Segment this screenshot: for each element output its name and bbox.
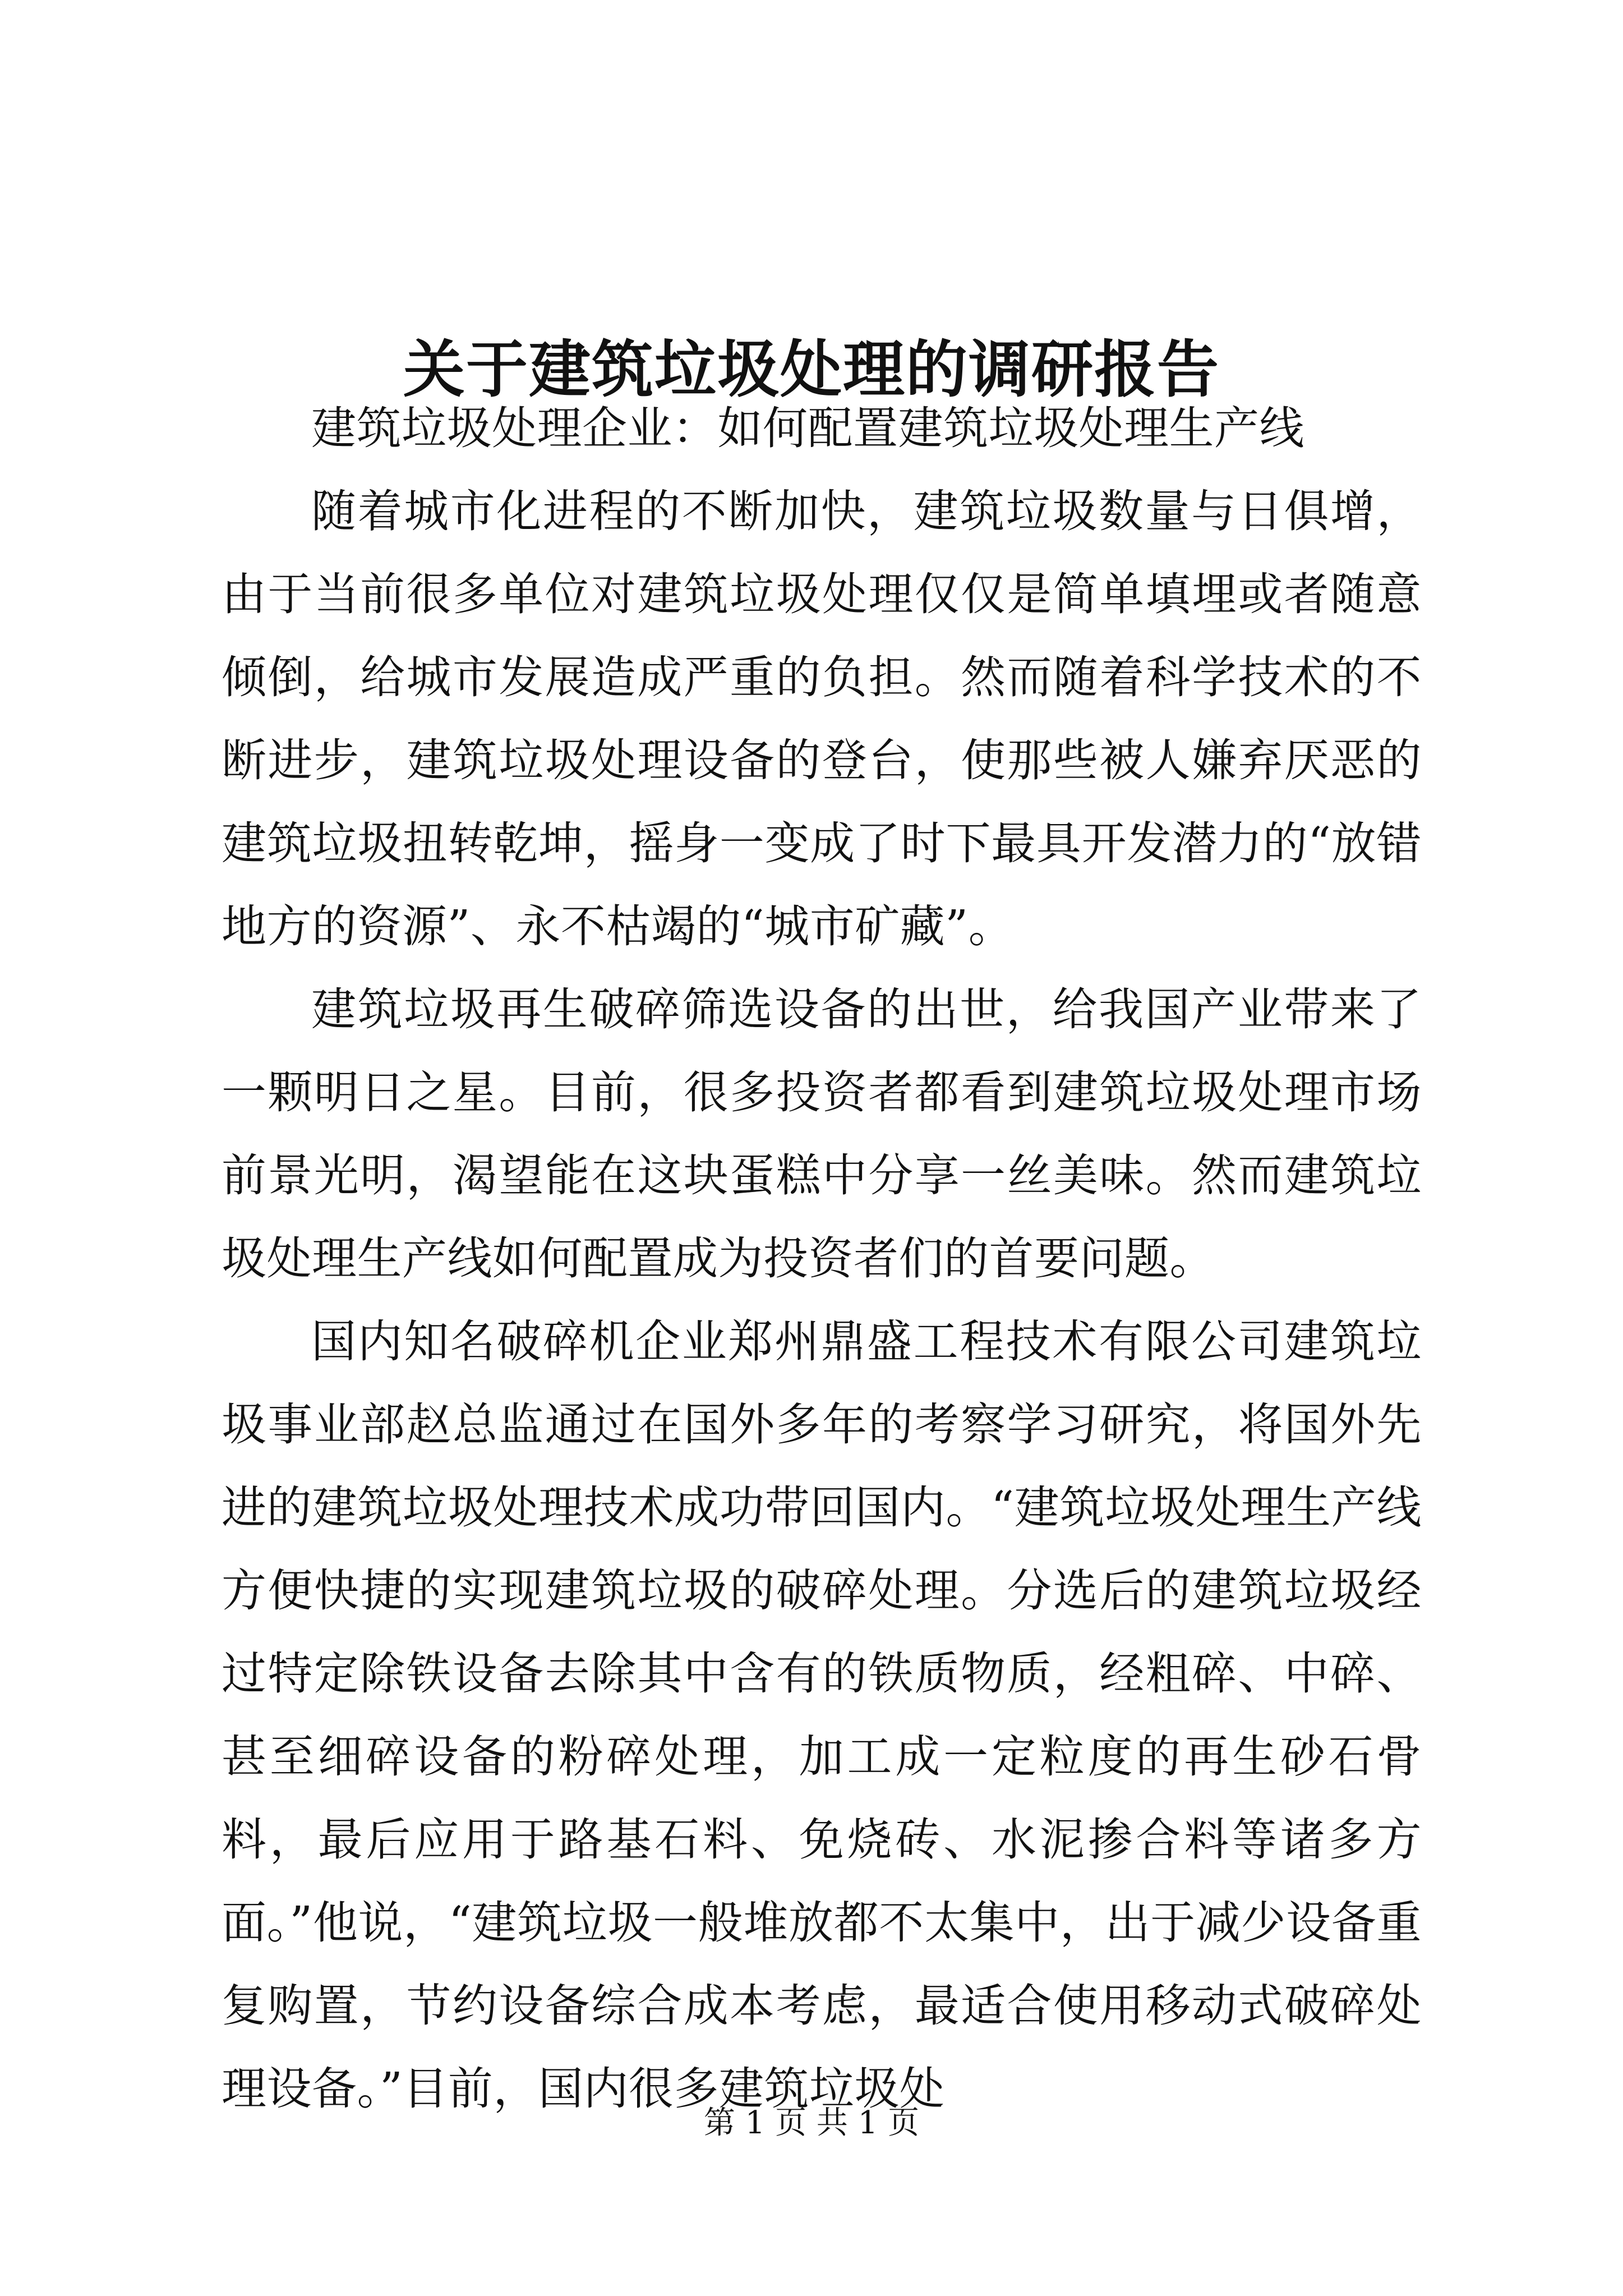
document-body [222, 387, 1422, 2131]
paragraph-1: 随着城市化进程的不断加快，建筑垃圾数量与日俱增，由于当前很多单位对建筑垃圾处理仅仅是简单填埋或者随意倾倒，给城市发展造成严重的负担。然而随着科学技术的不断进步，建筑垃圾处理设备的登台，使那些被人嫌弃厌恶的建筑垃圾扭转乾坤，摇身一变成了时下最具开发潜力的“放错地方的资源”、永不枯竭的“城市矿藏”。 [222, 485, 1422, 953]
paragraph-3: 国内知名破碎机企业郑州鼎盛工程技术有限公司建筑垃圾事业部赵总监通过在国外多年的考察学习研究，将国外先进的建筑垃圾处理技术成功带回国内。“建筑垃圾处理生产线方便快捷的实现建筑垃圾的破碎处理。分选后的建筑垃圾经过特定除铁设备去除其中含有的铁质物质，经粗碎、中碎、甚至细碎设备的粉碎处理，加工成一定粒度的再生砂石骨料，最后应用于路基石料、免烧砖、水泥掺合料等诸多方面。”他说，“建筑垃圾一般堆放都不太集中，出于减少设备重复购置，节约设备综合成本考虑，最适合使用移动式破碎处理设备。”目前，国内很多建筑垃圾处 [222, 1315, 1422, 2115]
page-number-footer: 第 1 页 共 1 页 [703, 2105, 920, 2141]
document-title: 关于建筑垃圾处理的调研报告 [403, 333, 1220, 406]
paragraph-2: 建筑垃圾再生破碎筛选设备的出世，给我国产业带来了一颗明日之星。目前，很多投资者都看到建筑垃圾处理市场前景光明，渴望能在这块蛋糕中分享一丝美味。然而建筑垃圾处理生产线如何配置成为投资者们的首要问题。 [222, 983, 1422, 1285]
section-subheading: 建筑垃圾处理企业：如何配置建筑垃圾处理生产线 [311, 402, 1304, 454]
